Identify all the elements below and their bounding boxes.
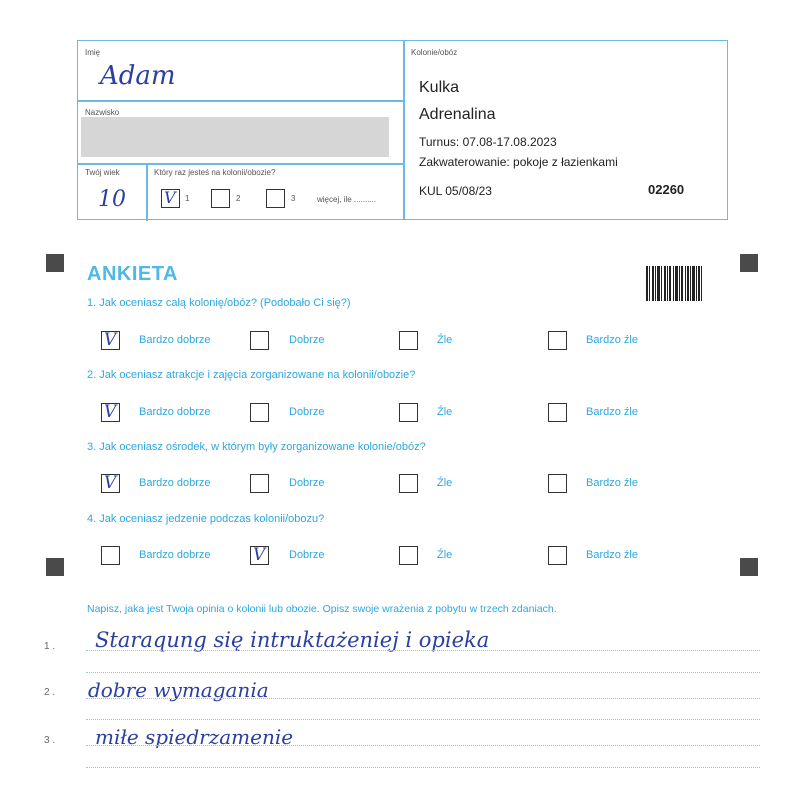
- question-4-text: 4. Jak oceniasz jedzenie podczas kolonii/obozu?: [87, 513, 325, 525]
- line-number-3: 3 .: [44, 735, 56, 746]
- redacted-last-name: [81, 117, 389, 157]
- question-2-checkbox-2[interactable]: [250, 403, 269, 422]
- answer-dotted-line-2b: [86, 719, 760, 720]
- question-1-checkbox-3[interactable]: [399, 331, 418, 350]
- first-name-label: Imię: [85, 48, 101, 57]
- question-1-checkbox-4[interactable]: [548, 331, 567, 350]
- age-value: 10: [98, 187, 126, 212]
- camp-program: Adrenalina: [419, 106, 496, 123]
- question-3-checkbox-4[interactable]: [548, 474, 567, 493]
- question-4-option-3-label: Źle: [437, 549, 453, 561]
- question-2-option-3-label: Źle: [437, 406, 453, 418]
- times-checkbox-2[interactable]: [211, 189, 230, 208]
- survey-title: ANKIETA: [87, 263, 178, 285]
- question-3-check-mark: V: [104, 473, 117, 493]
- registration-mark-top-right: [740, 254, 758, 272]
- question-1-option-3-label: Źle: [437, 334, 453, 346]
- answer-dotted-line-3b: [86, 767, 760, 768]
- question-1-check-mark: V: [104, 330, 117, 350]
- question-2-check-mark: V: [104, 402, 117, 422]
- times-check-mark: V: [164, 188, 176, 207]
- header-box: [77, 40, 728, 220]
- question-3-checkbox-2[interactable]: [250, 474, 269, 493]
- question-4-check-mark: V: [253, 545, 266, 565]
- times-checkbox-3[interactable]: [266, 189, 285, 208]
- question-3-option-3-label: Źle: [437, 477, 453, 489]
- answer-line-1[interactable]: Staraqung się intruktażeniej i opieka: [95, 628, 490, 652]
- question-2-checkbox-3[interactable]: [399, 403, 418, 422]
- camp-code: KUL 05/08/23: [419, 184, 492, 198]
- answer-dotted-line-1a: [86, 650, 760, 651]
- question-2-option-4-label: Bardzo źle: [586, 406, 638, 418]
- form-number: 02260: [648, 182, 685, 197]
- age-label: Twój wiek: [85, 168, 120, 177]
- question-1-checkbox-2[interactable]: [250, 331, 269, 350]
- question-1-option-2-label: Dobrze: [289, 334, 325, 346]
- question-2-option-1-label: Bardzo dobrze: [139, 406, 211, 418]
- answer-dotted-line-1b: [86, 672, 760, 673]
- question-4-option-2-label: Dobrze: [289, 549, 325, 561]
- question-2-text: 2. Jak oceniasz atrakcje i zajęcia zorganizowane na kolonii/obozie?: [87, 369, 416, 381]
- question-4-checkbox-4[interactable]: [548, 546, 567, 565]
- opinion-prompt: Napisz, jaka jest Twoja opinia o kolonii lub obozie. Opisz swoje wrażenia z pobytu w trzech zdaniach.: [87, 603, 557, 615]
- accommodation: Zakwaterowanie: pokoje z łazienkami: [419, 155, 618, 169]
- times-option-3: 3: [291, 194, 296, 203]
- barcode: [646, 266, 702, 301]
- question-1-option-1-label: Bardzo dobrze: [139, 334, 211, 346]
- times-label: Który raz jesteś na kolonii/obozie?: [154, 168, 276, 177]
- question-3-option-2-label: Dobrze: [289, 477, 325, 489]
- times-more-text: więcej, ile ..........: [317, 195, 377, 204]
- question-4-checkbox-1[interactable]: [101, 546, 120, 565]
- turnus: Turnus: 07.08-17.08.2023: [419, 135, 557, 149]
- times-option-2: 2: [236, 194, 241, 203]
- line-number-2: 2 .: [44, 687, 56, 698]
- registration-mark-bottom-right: [740, 558, 758, 576]
- times-option-1: 1: [185, 194, 190, 203]
- question-1-text: 1. Jak oceniasz całą kolonię/obóz? (Podobało Ci się?): [87, 297, 351, 309]
- first-name-value: Adam: [100, 61, 176, 91]
- answer-dotted-line-2a: [86, 698, 760, 699]
- registration-mark-top-left: [46, 254, 64, 272]
- question-4-option-4-label: Bardzo źle: [586, 549, 638, 561]
- question-3-checkbox-3[interactable]: [399, 474, 418, 493]
- question-3-option-4-label: Bardzo źle: [586, 477, 638, 489]
- camp-label: Kolonie/obóz: [411, 48, 458, 57]
- question-4-option-1-label: Bardzo dobrze: [139, 549, 211, 561]
- question-2-option-2-label: Dobrze: [289, 406, 325, 418]
- question-4-checkbox-3[interactable]: [399, 546, 418, 565]
- question-3-option-1-label: Bardzo dobrze: [139, 477, 211, 489]
- question-1-option-4-label: Bardzo źle: [586, 334, 638, 346]
- registration-mark-bottom-left: [46, 558, 64, 576]
- line-number-1: 1 .: [44, 641, 56, 652]
- question-2-checkbox-4[interactable]: [548, 403, 567, 422]
- last-name-label: Nazwisko: [85, 108, 120, 117]
- camp-name: Kulka: [419, 79, 460, 96]
- answer-dotted-line-3a: [86, 745, 760, 746]
- question-3-text: 3. Jak oceniasz ośrodek, w którym były zorganizowane kolonie/obóz?: [87, 441, 426, 453]
- answer-line-3[interactable]: miłe spiedrzamenie: [95, 725, 294, 749]
- answer-line-2[interactable]: dobre wymagania: [88, 678, 269, 702]
